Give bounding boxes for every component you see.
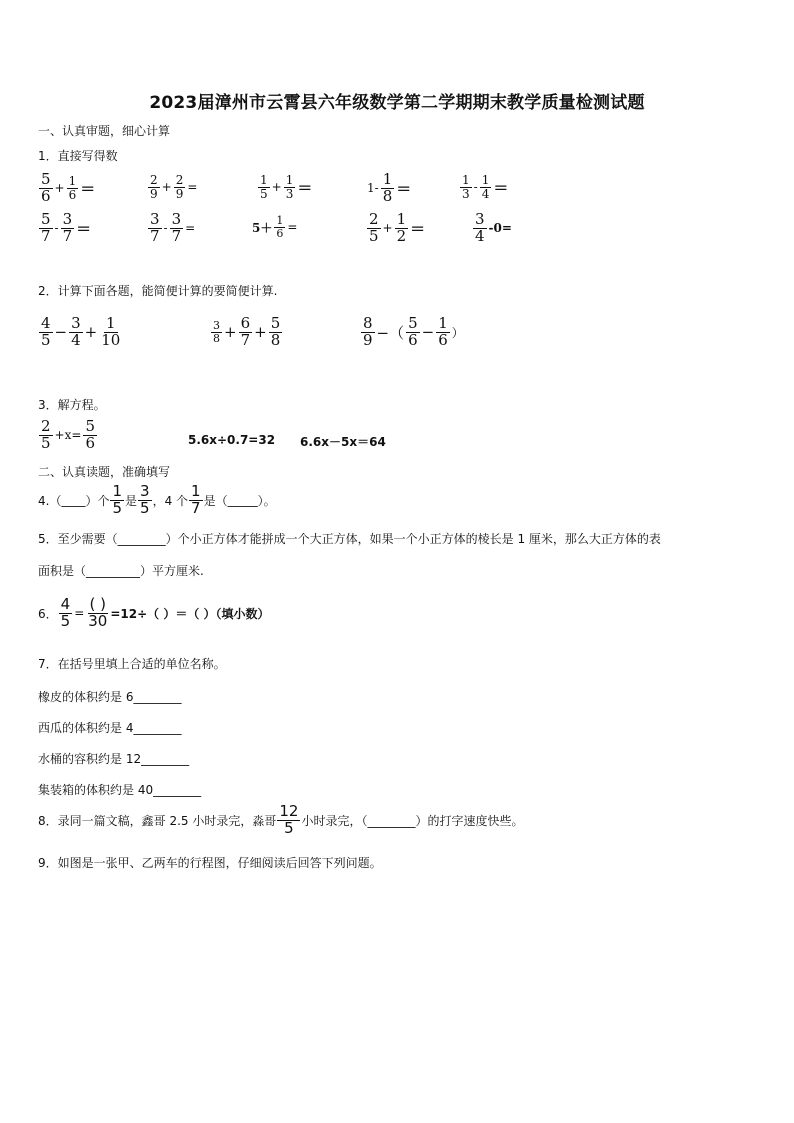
q7-item-bucket: 水桶的容积约是 12________	[38, 752, 190, 766]
q8-line: 8．录同一篇文稿，鑫哥 2.5 小时录完，淼哥 $\frac{12}{5}$ 小时录完，（________）的打字速度快些。	[38, 802, 524, 837]
section-1-heading: 一、认真审题，细心计算	[38, 124, 171, 138]
q1-r2-item-5: $\frac{3}{4}$ -0=	[475, 210, 512, 245]
q4-line: 4.（ ____ ）个 $\frac{1}{5}$ 是 $\frac{3}{5}$ ，4 个 $\frac{1}{7}$ 是（ _____ ）。	[38, 482, 276, 517]
q1-r2-item-2: $\frac{3}{7}$ - $\frac{3}{7}$ =	[150, 210, 196, 245]
q2-expr-2: $\frac{3}{8}$ + $\frac{6}{7}$ + $\frac{5}{8}$	[213, 314, 281, 349]
q3-label: 3．解方程。	[38, 398, 106, 412]
q3-equation-2: 5.6x÷0.7=32	[188, 433, 276, 447]
page-title: 2023届漳州市云霄县六年级数学第二学期期末教学质量检测试题	[149, 93, 645, 113]
section-2-heading: 二、认真读题，准确填写	[38, 465, 171, 479]
q1-r1-item-3: $\frac{1}{5}$ + $\frac{1}{3}$ ＝	[260, 173, 313, 201]
q2-expr-3: $\frac{8}{9}$ −（ $\frac{5}{6}$ − $\frac{1}{6}$ ）	[363, 314, 464, 349]
q1-r2-item-1: $\frac{5}{7}$ - $\frac{3}{7}$ ＝	[41, 210, 92, 245]
q7-item-watermelon: 西瓜的体积约是 4________	[38, 721, 182, 735]
q7-item-container: 集装箱的体积约是 40________	[38, 783, 202, 797]
q2-expr-1: $\frac{4}{5}$ − $\frac{3}{4}$ + $\frac{1}{10}$	[41, 314, 121, 349]
q1-r2-item-4: $\frac{2}{5}$ + $\frac{1}{2}$ ＝	[369, 210, 426, 245]
q7-item-eraser: 橡皮的体积约是 6________	[38, 690, 182, 704]
q1-r1-item-1: $\frac{5}{6}$ + $\frac{1}{6}$ ＝	[41, 170, 96, 205]
q1-r1-item-4: 1- $\frac{1}{8}$ ＝	[367, 170, 412, 205]
q3-equation-1: $\frac{2}{5}$ +x= $\frac{5}{6}$	[41, 417, 95, 452]
q9-label: 9．如图是一张甲、乙两车的行程图，仔细阅读后回答下列问题。	[38, 856, 382, 870]
q6-line: 6． $\frac{4}{5}$ = $\frac{( )}{30}$ =12÷（ ）＝（ ）（填小数）	[38, 595, 270, 630]
q1-r1-item-5: $\frac{1}{3}$ - $\frac{1}{4}$ ＝	[462, 173, 509, 201]
q1-r1-item-2: $\frac{2}{9}$ + $\frac{2}{9}$ =	[150, 173, 198, 201]
q1-label: 1．直接写得数	[38, 149, 118, 163]
q3-equation-3: 6.6x－5x＝64	[300, 435, 386, 449]
q5-line-1: 5．至少需要（________）个小正方体才能拼成一个大正方体，如果一个小正方体的棱长是 1 厘米，那么大正方体的表	[38, 532, 661, 546]
q1-r2-item-3: 5＋ $\frac{1}{6}$ =	[252, 214, 298, 240]
q7-label: 7．在括号里填上合适的单位名称。	[38, 657, 226, 671]
q5-line-2: 面积是（_________）平方厘米.	[38, 564, 204, 578]
q2-label: 2．计算下面各题，能简便计算的要简便计算.	[38, 284, 278, 298]
